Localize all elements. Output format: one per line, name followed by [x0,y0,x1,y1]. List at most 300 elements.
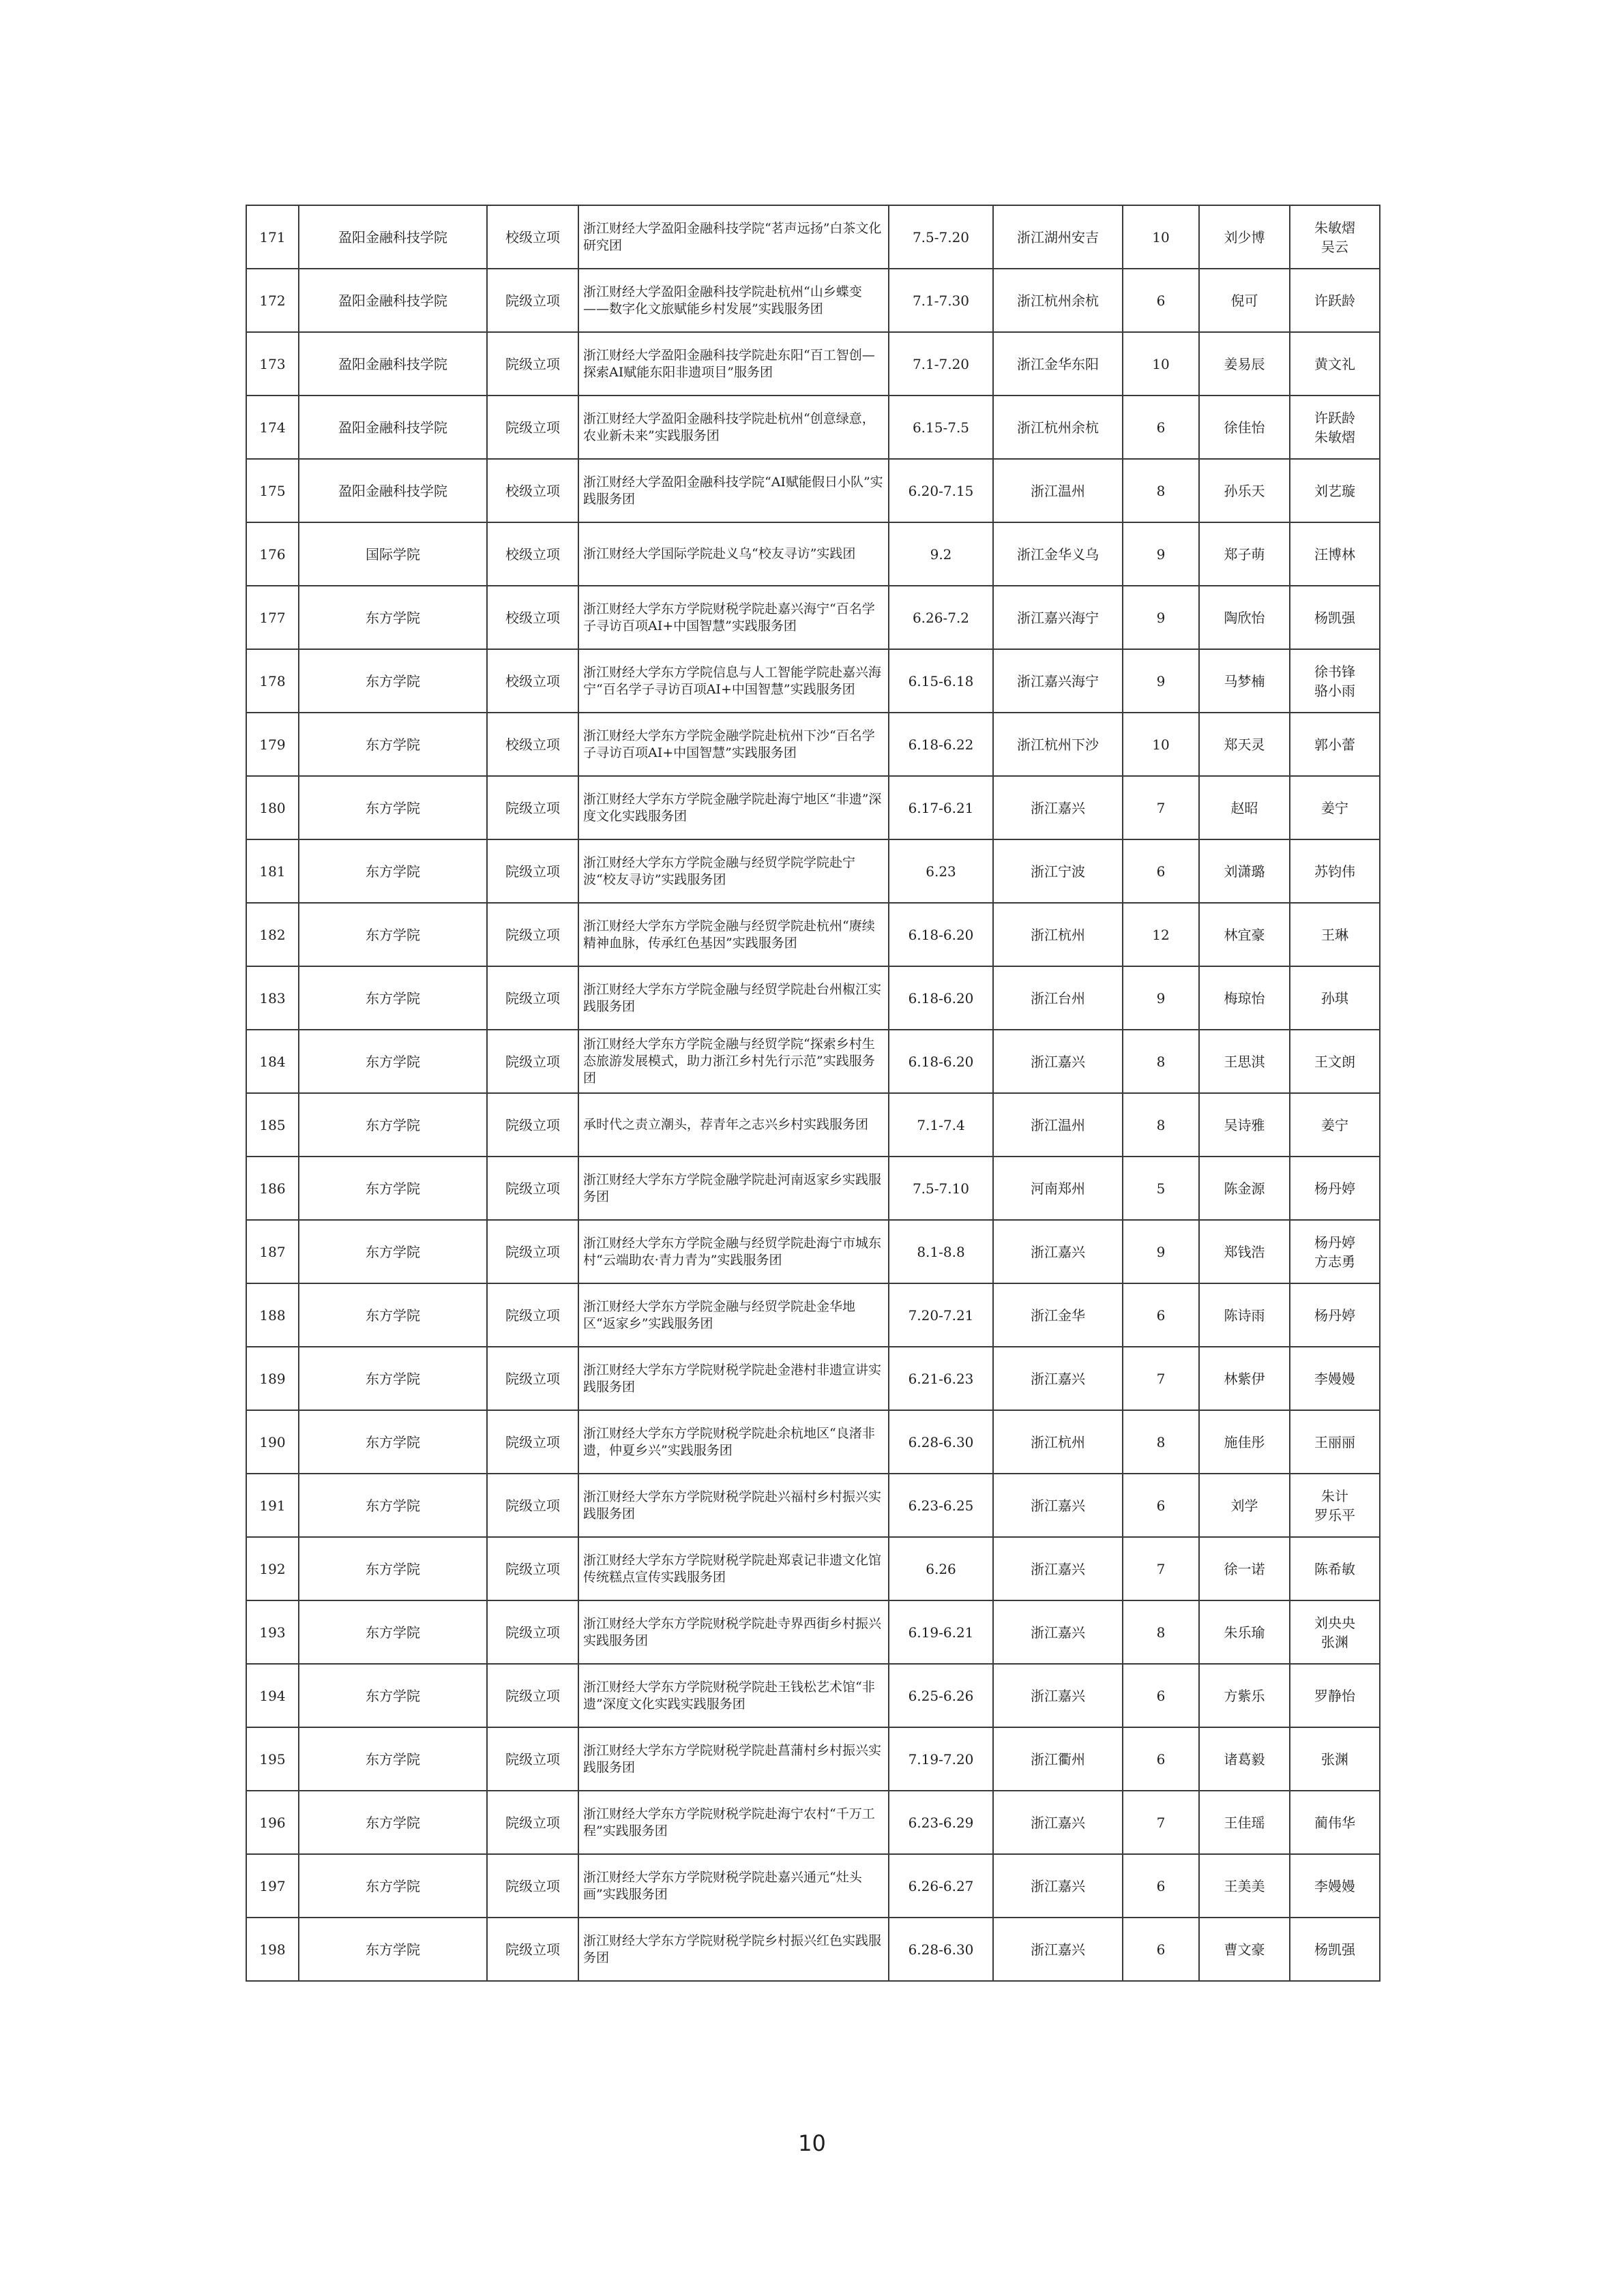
location-cell: 浙江嘉兴 [993,1600,1123,1664]
dates-cell: 6.19-6.21 [889,1600,993,1664]
table-row [246,713,1380,776]
leader-cell: 陶欣怡 [1199,586,1290,649]
leader-cell: 刘少博 [1199,205,1290,269]
project-level-cell: 院级立项 [487,332,578,396]
leader-cell: 陈诗雨 [1199,1283,1290,1347]
member-count-cell: 9 [1123,586,1199,649]
college-cell: 盈阳金融科技学院 [299,459,487,522]
member-count-cell: 9 [1123,1220,1199,1283]
table-row [246,839,1380,903]
project-level-cell: 院级立项 [487,1093,578,1157]
table-row [246,1283,1380,1347]
advisors-cell [1290,1664,1380,1727]
project-level-cell: 院级立项 [487,839,578,903]
advisors-cell [1290,903,1380,966]
member-count-cell: 10 [1123,205,1199,269]
project-level-cell: 院级立项 [487,1664,578,1727]
table-row [246,1918,1380,1981]
advisors-cell [1290,1283,1380,1347]
location-cell: 浙江嘉兴 [993,1918,1123,1981]
leader-cell: 林宜豪 [1199,903,1290,966]
location-cell: 浙江台州 [993,966,1123,1030]
leader-cell: 王美美 [1199,1854,1290,1918]
college-cell: 盈阳金融科技学院 [299,396,487,459]
advisors-cell [1290,205,1380,269]
advisor-name: 陈希敏 [1314,1560,1355,1577]
college-cell: 东方学院 [299,776,487,839]
advisor-name: 苏钧伟 [1314,863,1355,880]
leader-cell: 方紫乐 [1199,1664,1290,1727]
row-number-cell: 187 [246,1220,299,1283]
project-level-cell: 校级立项 [487,205,578,269]
location-cell: 浙江嘉兴 [993,1854,1123,1918]
location-cell: 浙江金华义乌 [993,522,1123,586]
member-count-cell: 8 [1123,1600,1199,1664]
table-row [246,205,1380,269]
leader-cell: 朱乐瑜 [1199,1600,1290,1664]
table-row [246,1410,1380,1474]
team-name-cell: 浙江财经大学盈阳金融科技学院赴杭州“创意绿意，农业新未来”实践服务团 [578,396,889,459]
row-number-cell: 181 [246,839,299,903]
advisors-cell [1290,459,1380,522]
advisors-cell [1290,966,1380,1030]
location-cell: 浙江杭州余杭 [993,269,1123,332]
dates-cell: 6.26-7.2 [889,586,993,649]
project-level-cell: 院级立项 [487,1727,578,1791]
college-cell: 东方学院 [299,903,487,966]
college-cell: 东方学院 [299,1093,487,1157]
member-count-cell: 7 [1123,1791,1199,1854]
project-level-cell: 院级立项 [487,966,578,1030]
advisors-cell [1290,1347,1380,1410]
row-number-cell: 183 [246,966,299,1030]
team-name-cell: 浙江财经大学东方学院财税学院赴寺界西街乡村振兴实践服务团 [578,1600,889,1664]
team-name-cell: 浙江财经大学东方学院财税学院赴嘉兴海宁“百名学子寻访百项AI+中国智慧”实践服务团 [578,586,889,649]
row-number-cell: 177 [246,586,299,649]
table-row [246,1854,1380,1918]
location-cell: 浙江金华 [993,1283,1123,1347]
advisors-cell [1290,1030,1380,1093]
location-cell: 浙江嘉兴 [993,1537,1123,1600]
advisor-name: 杨丹婷 [1314,1180,1355,1197]
team-name-cell: 承时代之责立潮头，荐青年之志兴乡村实践服务团 [578,1093,889,1157]
advisor-name: 杨凯强 [1314,1941,1355,1958]
table-row [246,903,1380,966]
leader-cell: 倪可 [1199,269,1290,332]
row-number-cell: 182 [246,903,299,966]
row-number-cell: 185 [246,1093,299,1157]
advisor-name: 李嫚嫚 [1314,1370,1355,1387]
project-level-cell: 院级立项 [487,1791,578,1854]
team-name-cell: 浙江财经大学东方学院信息与人工智能学院赴嘉兴海宁“百名学子寻访百项AI+中国智慧”实践服务团 [578,649,889,713]
table-row [246,269,1380,332]
college-cell: 东方学院 [299,1854,487,1918]
leader-cell: 施佳彤 [1199,1410,1290,1474]
member-count-cell: 12 [1123,903,1199,966]
dates-cell: 6.28-6.30 [889,1410,993,1474]
leader-cell: 梅琼怡 [1199,966,1290,1030]
location-cell: 浙江嘉兴 [993,1030,1123,1093]
location-cell: 浙江嘉兴 [993,1791,1123,1854]
college-cell: 东方学院 [299,713,487,776]
member-count-cell: 6 [1123,1854,1199,1918]
location-cell: 浙江嘉兴 [993,1664,1123,1727]
team-name-cell: 浙江财经大学东方学院财税学院赴兴福村乡村振兴实践服务团 [578,1474,889,1537]
dates-cell: 7.1-7.20 [889,332,993,396]
location-cell: 浙江嘉兴 [993,1474,1123,1537]
leader-cell: 吴诗雅 [1199,1093,1290,1157]
location-cell: 浙江温州 [993,1093,1123,1157]
row-number-cell: 184 [246,1030,299,1093]
advisors-cell [1290,586,1380,649]
team-name-cell: 浙江财经大学东方学院金融学院赴杭州下沙“百名学子寻访百项AI+中国智慧”实践服务团 [578,713,889,776]
advisor-name: 骆小雨 [1314,682,1355,699]
college-cell: 东方学院 [299,1410,487,1474]
table-row [246,1347,1380,1410]
member-count-cell: 7 [1123,1347,1199,1410]
leader-cell: 郑天灵 [1199,713,1290,776]
row-number-cell: 195 [246,1727,299,1791]
team-name-cell: 浙江财经大学东方学院金融与经贸学院赴海宁市城东村“云端助农·青力青为”实践服务团 [578,1220,889,1283]
project-level-cell: 院级立项 [487,1537,578,1600]
project-level-cell: 校级立项 [487,586,578,649]
location-cell: 浙江金华东阳 [993,332,1123,396]
table-row [246,966,1380,1030]
advisor-name: 朱敏熠 [1314,219,1355,236]
leader-cell: 王佳瑶 [1199,1791,1290,1854]
member-count-cell: 6 [1123,1283,1199,1347]
advisor-name: 姜宁 [1321,799,1348,816]
advisor-name: 朱敏熠 [1314,428,1355,445]
college-cell: 东方学院 [299,966,487,1030]
location-cell: 浙江嘉兴海宁 [993,586,1123,649]
advisor-name: 罗乐平 [1314,1506,1355,1523]
member-count-cell: 10 [1123,713,1199,776]
college-cell: 东方学院 [299,1347,487,1410]
advisor-name: 王丽丽 [1314,1433,1355,1450]
advisors-cell [1290,269,1380,332]
dates-cell: 7.20-7.21 [889,1283,993,1347]
advisors-cell [1290,1918,1380,1981]
row-number-cell: 189 [246,1347,299,1410]
advisors-cell [1290,649,1380,713]
project-level-cell: 院级立项 [487,1220,578,1283]
row-number-cell: 186 [246,1157,299,1220]
team-name-cell: 浙江财经大学东方学院金融学院赴河南返家乡实践服务团 [578,1157,889,1220]
college-cell: 东方学院 [299,1600,487,1664]
college-cell: 东方学院 [299,586,487,649]
leader-cell: 姜易辰 [1199,332,1290,396]
college-cell: 盈阳金融科技学院 [299,205,487,269]
dates-cell: 9.2 [889,522,993,586]
college-cell: 东方学院 [299,1474,487,1537]
leader-cell: 陈金源 [1199,1157,1290,1220]
project-level-cell: 院级立项 [487,1283,578,1347]
team-name-cell: 浙江财经大学东方学院财税学院赴嘉兴通元“灶头画”实践服务团 [578,1854,889,1918]
leader-cell: 王思淇 [1199,1030,1290,1093]
location-cell: 浙江宁波 [993,839,1123,903]
table-row [246,649,1380,713]
leader-cell: 徐一诺 [1199,1537,1290,1600]
college-cell: 盈阳金融科技学院 [299,332,487,396]
table-row [246,1537,1380,1600]
row-number-cell: 198 [246,1918,299,1981]
advisor-name: 吴云 [1321,238,1348,255]
dates-cell: 6.18-6.20 [889,1030,993,1093]
college-cell: 东方学院 [299,1664,487,1727]
advisors-cell [1290,776,1380,839]
location-cell: 浙江嘉兴 [993,1220,1123,1283]
row-number-cell: 180 [246,776,299,839]
project-level-cell: 院级立项 [487,1030,578,1093]
advisors-cell [1290,713,1380,776]
member-count-cell: 9 [1123,522,1199,586]
table-row [246,332,1380,396]
member-count-cell: 8 [1123,459,1199,522]
table-row [246,1474,1380,1537]
team-name-cell: 浙江财经大学盈阳金融科技学院赴杭州“山乡蝶变——数字化文旅赋能乡村发展”实践服务团 [578,269,889,332]
advisors-cell [1290,1537,1380,1600]
member-count-cell: 6 [1123,1918,1199,1981]
project-level-cell: 院级立项 [487,1854,578,1918]
advisor-name: 姜宁 [1321,1116,1348,1133]
advisor-name: 汪博林 [1314,546,1355,563]
dates-cell: 6.18-6.20 [889,903,993,966]
dates-cell: 6.17-6.21 [889,776,993,839]
dates-cell: 7.1-7.30 [889,269,993,332]
row-number-cell: 196 [246,1791,299,1854]
team-name-cell: 浙江财经大学东方学院金融与经贸学院赴台州椒江实践服务团 [578,966,889,1030]
table-row [246,459,1380,522]
advisor-name: 刘艺璇 [1314,482,1355,499]
dates-cell: 6.18-6.22 [889,713,993,776]
project-level-cell: 院级立项 [487,776,578,839]
leader-cell: 刘潇璐 [1199,839,1290,903]
member-count-cell: 6 [1123,396,1199,459]
member-count-cell: 6 [1123,1664,1199,1727]
college-cell: 东方学院 [299,1157,487,1220]
advisors-cell [1290,1157,1380,1220]
advisors-cell [1290,1727,1380,1791]
dates-cell: 6.23-6.29 [889,1791,993,1854]
advisors-cell [1290,522,1380,586]
location-cell: 浙江湖州安吉 [993,205,1123,269]
project-level-cell: 院级立项 [487,1600,578,1664]
row-number-cell: 191 [246,1474,299,1537]
row-number-cell: 175 [246,459,299,522]
leader-cell: 刘学 [1199,1474,1290,1537]
project-level-cell: 院级立项 [487,269,578,332]
row-number-cell: 179 [246,713,299,776]
advisors-cell [1290,1854,1380,1918]
dates-cell: 6.28-6.30 [889,1918,993,1981]
row-number-cell: 173 [246,332,299,396]
dates-cell: 6.25-6.26 [889,1664,993,1727]
team-name-cell: 浙江财经大学东方学院金融与经贸学院赴杭州“赓续精神血脉，传承红色基因”实践服务团 [578,903,889,966]
project-level-cell: 校级立项 [487,522,578,586]
advisor-name: 孙琪 [1321,989,1348,1007]
advisors-cell [1290,1093,1380,1157]
advisors-cell [1290,1474,1380,1537]
row-number-cell: 178 [246,649,299,713]
advisors-cell [1290,396,1380,459]
college-cell: 东方学院 [299,1220,487,1283]
advisor-name: 罗静怡 [1314,1687,1355,1704]
member-count-cell: 10 [1123,332,1199,396]
row-number-cell: 197 [246,1854,299,1918]
row-number-cell: 171 [246,205,299,269]
table-row [246,1727,1380,1791]
dates-cell: 6.20-7.15 [889,459,993,522]
dates-cell: 7.19-7.20 [889,1727,993,1791]
advisors-cell [1290,839,1380,903]
advisors-cell [1290,1220,1380,1283]
team-name-cell: 浙江财经大学东方学院财税学院赴余杭地区“良渚非遗，仲夏乡兴”实践服务团 [578,1410,889,1474]
leader-cell: 郑钱浩 [1199,1220,1290,1283]
table-row [246,1220,1380,1283]
table-row [246,776,1380,839]
dates-cell: 6.15-6.18 [889,649,993,713]
member-count-cell: 9 [1123,649,1199,713]
member-count-cell: 6 [1123,1727,1199,1791]
project-level-cell: 院级立项 [487,1918,578,1981]
advisors-cell [1290,1410,1380,1474]
row-number-cell: 192 [246,1537,299,1600]
leader-cell: 赵昭 [1199,776,1290,839]
project-level-cell: 校级立项 [487,713,578,776]
college-cell: 东方学院 [299,1283,487,1347]
location-cell: 浙江杭州余杭 [993,396,1123,459]
row-number-cell: 188 [246,1283,299,1347]
team-name-cell: 浙江财经大学东方学院财税学院赴海宁农村“千万工程”实践服务团 [578,1791,889,1854]
college-cell: 东方学院 [299,1030,487,1093]
dates-cell: 6.26 [889,1537,993,1600]
team-name-cell: 浙江财经大学国际学院赴义乌“校友寻访”实践团 [578,522,889,586]
advisor-name: 刘央央 [1314,1614,1355,1631]
dates-cell: 7.1-7.4 [889,1093,993,1157]
project-level-cell: 校级立项 [487,459,578,522]
leader-cell: 孙乐天 [1199,459,1290,522]
member-count-cell: 6 [1123,1474,1199,1537]
project-level-cell: 院级立项 [487,1157,578,1220]
college-cell: 东方学院 [299,1918,487,1981]
table-row [246,1030,1380,1093]
location-cell: 浙江嘉兴 [993,1347,1123,1410]
team-name-cell: 浙江财经大学东方学院财税学院乡村振兴红色实践服务团 [578,1918,889,1981]
project-level-cell: 院级立项 [487,1474,578,1537]
leader-cell: 诸葛毅 [1199,1727,1290,1791]
advisor-name: 王文朗 [1314,1053,1355,1070]
table-body [246,205,1380,1981]
location-cell: 浙江杭州 [993,1410,1123,1474]
advisor-name: 徐书锋 [1314,663,1355,680]
team-name-cell: 浙江财经大学东方学院金融与经贸学院学院赴宁波“校友寻访”实践服务团 [578,839,889,903]
leader-cell: 徐佳怡 [1199,396,1290,459]
leader-cell: 郑子萌 [1199,522,1290,586]
team-name-cell: 浙江财经大学东方学院财税学院赴金港村非遗宣讲实践服务团 [578,1347,889,1410]
member-count-cell: 8 [1123,1030,1199,1093]
location-cell: 河南郑州 [993,1157,1123,1220]
leader-cell: 林紫伊 [1199,1347,1290,1410]
college-cell: 国际学院 [299,522,487,586]
project-level-cell: 校级立项 [487,649,578,713]
table-row [246,1791,1380,1854]
member-count-cell: 5 [1123,1157,1199,1220]
location-cell: 浙江温州 [993,459,1123,522]
project-level-cell: 院级立项 [487,1347,578,1410]
member-count-cell: 9 [1123,966,1199,1030]
advisor-name: 许跃龄 [1314,292,1355,309]
advisors-cell [1290,332,1380,396]
location-cell: 浙江嘉兴 [993,776,1123,839]
team-name-cell: 浙江财经大学东方学院财税学院赴菖蒲村乡村振兴实践服务团 [578,1727,889,1791]
team-name-cell: 浙江财经大学东方学院金融与经贸学院“探索乡村生态旅游发展模式，助力浙江乡村先行示范”实践服务团 [578,1030,889,1093]
location-cell: 浙江嘉兴海宁 [993,649,1123,713]
advisor-name: 王琳 [1321,926,1348,943]
advisor-name: 张渊 [1321,1633,1348,1650]
dates-cell: 6.18-6.20 [889,966,993,1030]
member-count-cell: 6 [1123,269,1199,332]
project-level-cell: 院级立项 [487,1410,578,1474]
projects-table [246,205,1381,1982]
location-cell: 浙江杭州下沙 [993,713,1123,776]
advisor-name: 杨丹婷 [1314,1234,1355,1251]
leader-cell: 马梦楠 [1199,649,1290,713]
advisor-name: 李嫚嫚 [1314,1877,1355,1894]
table-row [246,1093,1380,1157]
team-name-cell: 浙江财经大学盈阳金融科技学院“茗声远扬”白茶文化研究团 [578,205,889,269]
table-row [246,1664,1380,1727]
dates-cell: 6.23 [889,839,993,903]
table-row [246,1600,1380,1664]
row-number-cell: 172 [246,269,299,332]
college-cell: 东方学院 [299,1537,487,1600]
team-name-cell: 浙江财经大学东方学院财税学院赴郑袁记非遗文化馆传统糕点宣传实践服务团 [578,1537,889,1600]
row-number-cell: 193 [246,1600,299,1664]
college-cell: 东方学院 [299,649,487,713]
dates-cell: 6.26-6.27 [889,1854,993,1918]
team-name-cell: 浙江财经大学东方学院金融学院赴海宁地区“非遗”深度文化实践服务团 [578,776,889,839]
advisor-name: 方志勇 [1314,1253,1355,1270]
team-name-cell: 浙江财经大学盈阳金融科技学院赴东阳“百工智创—探索AI赋能东阳非遗项目”服务团 [578,332,889,396]
college-cell: 东方学院 [299,839,487,903]
member-count-cell: 6 [1123,839,1199,903]
dates-cell: 6.15-7.5 [889,396,993,459]
advisor-name: 许跃龄 [1314,409,1355,426]
team-name-cell: 浙江财经大学东方学院金融与经贸学院赴金华地区“返家乡”实践服务团 [578,1283,889,1347]
dates-cell: 7.5-7.10 [889,1157,993,1220]
row-number-cell: 174 [246,396,299,459]
team-name-cell: 浙江财经大学盈阳金融科技学院“AI赋能假日小队”实践服务团 [578,459,889,522]
member-count-cell: 7 [1123,776,1199,839]
college-cell: 盈阳金融科技学院 [299,269,487,332]
college-cell: 东方学院 [299,1791,487,1854]
advisor-name: 杨凯强 [1314,609,1355,626]
advisors-cell [1290,1791,1380,1854]
location-cell: 浙江衢州 [993,1727,1123,1791]
dates-cell: 7.5-7.20 [889,205,993,269]
advisor-name: 杨丹婷 [1314,1307,1355,1324]
member-count-cell: 8 [1123,1093,1199,1157]
table-row [246,396,1380,459]
member-count-cell: 7 [1123,1537,1199,1600]
project-level-cell: 院级立项 [487,903,578,966]
member-count-cell: 8 [1123,1410,1199,1474]
dates-cell: 6.21-6.23 [889,1347,993,1410]
table-row [246,1157,1380,1220]
leader-cell: 曹文豪 [1199,1918,1290,1981]
advisor-name: 张渊 [1321,1750,1348,1768]
